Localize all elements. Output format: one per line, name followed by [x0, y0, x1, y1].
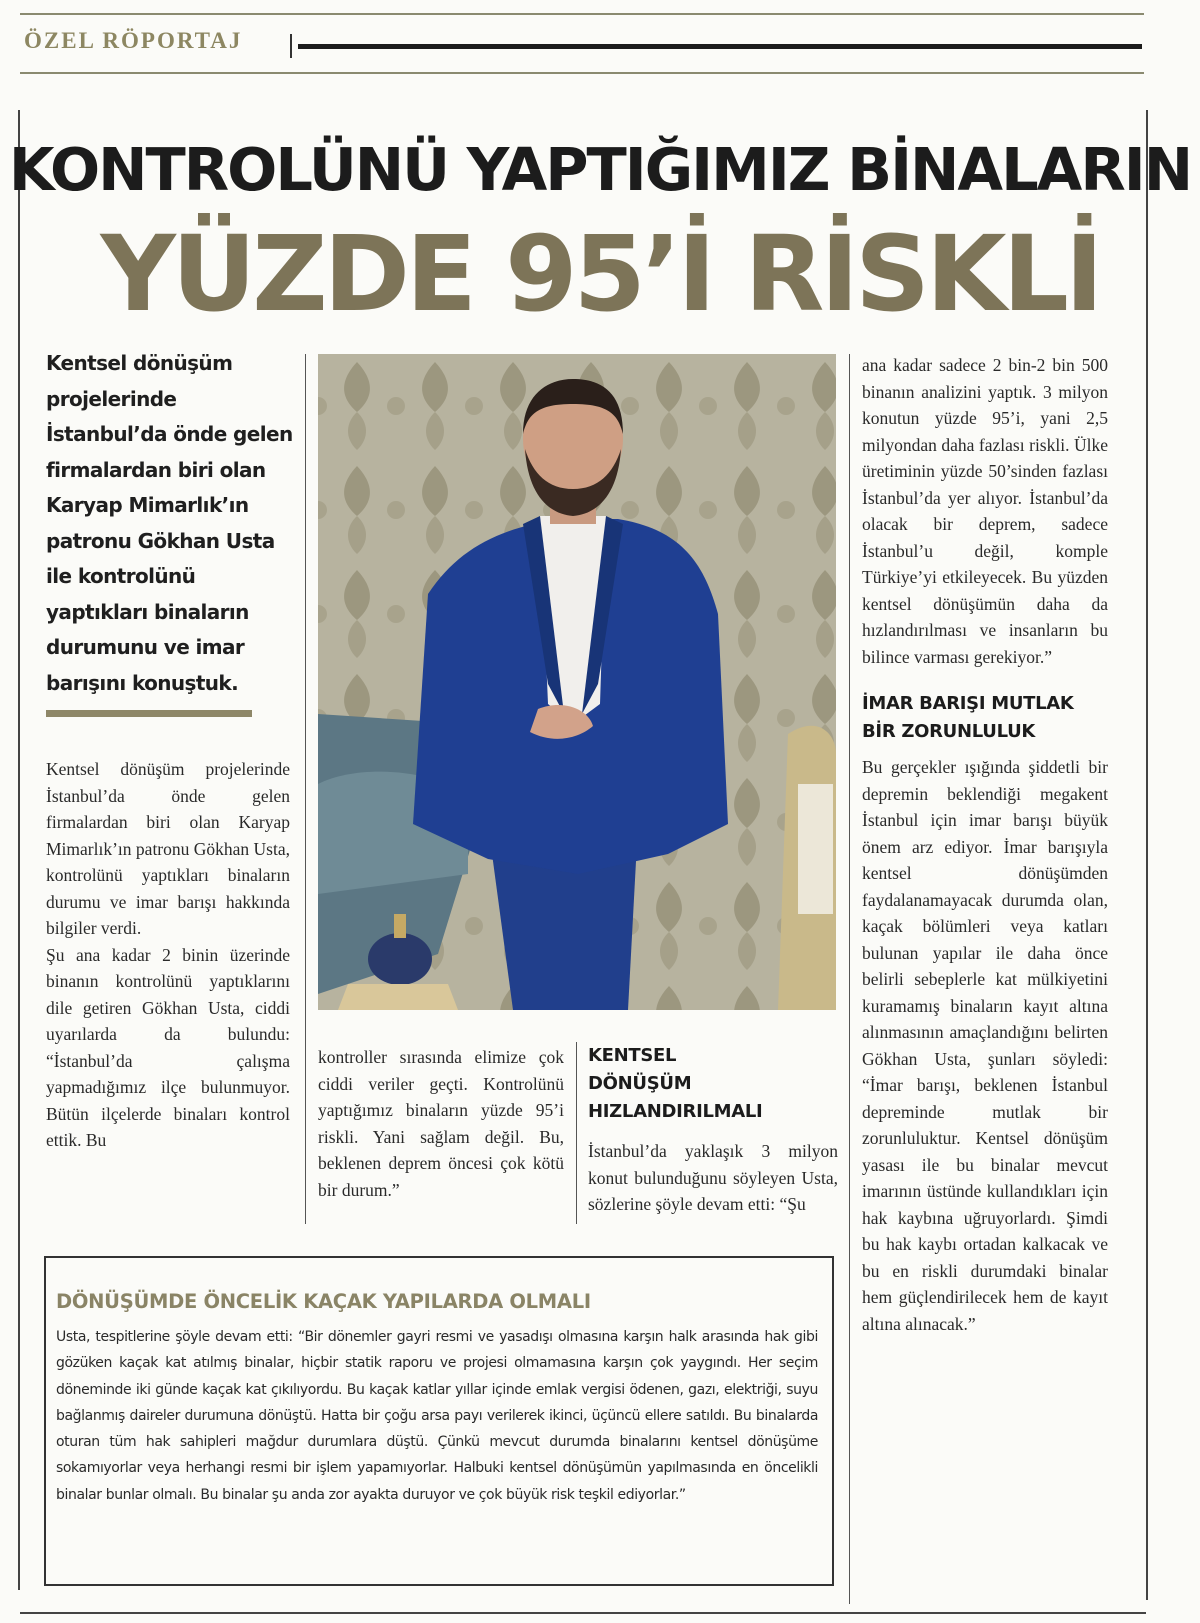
column-3-paragraph-1: İstanbul’da yaklaşık 3 milyon konut bulunduğunu söyleyen Usta, sözlerine şöyle devam etti: “Şu [588, 1141, 838, 1214]
header-bottom-rule [20, 72, 1144, 74]
portrait-photo [318, 354, 836, 1010]
lead-paragraph: Kentsel dönüşüm projelerinde İstanbul’da önde gelen firmalardan biri olan Karyap Mimarlık’ın patronu Gökhan Usta ile kontrolünü yaptıkları binaların durumunu ve imar barışını konuştuk. [46, 351, 293, 695]
column-4 [862, 352, 1108, 1337]
column-4-paragraph-1: ana kadar sadece 2 bin-2 bin 500 binanın analizini yaptık. 3 milyon konutun yüzde 95’i, yani 2,5 milyondan daha fazlası riskli. Ülke üretiminin yüzde 50’sinden fazlası İstanbul’da yer alıyor. İstanbul’da olacak bir deprem, sadece İstanbul’u değil, komple Türkiye’yi etkileyecek. Bu yüzden kentsel dönüşümün daha da hızlandırılması ve insanların bu bilince varması gerekiyor.” [862, 355, 1108, 667]
sidebar-box-text: Usta, tespitlerine şöyle devam etti: “Bir dönemler gayri resmi ve yasadışı olmasına karşın halk arasında hak gibi gözüken kaçak kat atılmış binalar, hiçbir statik raporu ve projesi olmamasına karşın çok yaygındı. Her seçim döneminde iki günde kaçak kat çıkılıyordu. Bu kaçak katlar yıllar içinde emlak vergisi ödenen, gazı, elektriği, suyu bağlanmış daireler durumuna dönüştü. Hatta bir çoğu arsa payı verilerek ikinci, üçüncü ellere satıldı. Bu binalarda oturan tüm hak sahipleri mağdur durumlara düştü. Çünkü mevcut durumda binalarını kentsel dönüşüme sokamıyorlar veya herhangi resmi bir işlem yapamıyorlar. Halbuki kentsel dönüşümün yapılmasında en öncelikli binalar bunlar olmalı. Bu binalar şu anda zor ayakta duruyor ve çok büyük risk teşkil ediyorlar.” [56, 1329, 818, 1503]
column-3-subhead: KENTSEL DÖNÜŞÜM HIZLANDIRILMALI [588, 1045, 763, 1122]
column-1 [46, 756, 290, 1154]
lead-accent-bar [46, 710, 252, 717]
column-divider-3 [849, 354, 850, 1604]
column-divider-1 [305, 354, 306, 1224]
sidebar-box-title: DÖNÜŞÜMDE ÖNCELİK KAÇAK YAPILARDA OLMALI [56, 1290, 591, 1313]
column-divider-2 [576, 1042, 577, 1224]
column-3 [588, 1042, 838, 1218]
column-4-subhead: İMAR BARIŞI MUTLAK BİR ZORUNLULUK [862, 693, 1074, 742]
header-rule [298, 44, 1142, 49]
headline-line-1: KONTROLÜNÜ YAPTIĞIMIZ BİNALARIN [8, 135, 1192, 204]
column-2-paragraph-1: kontroller sırasında elimize çok ciddi veriler geçti. Kontrolünü yaptığımız binaların yüzde 95’i riskli. Yani sağlam değil. Bu, beklenen deprem öncesi çok kötü bir durum.” [318, 1047, 564, 1200]
column-4-paragraph-2: Bu gerçekler ışığında şiddetli bir depremin beklendiği megakent İstanbul için imar barışı büyük önem arz ediyor. İmar barışıyla kentsel dönüşümden faydalanamayacak durumda olan, kaçak bölümleri veya katları bulunan yapılar ile daha önce belirli sebeplerle kat mülkiyetini kuramamış binaların kayıt altına alınmasının amaçlandığını belirten Gökhan Usta, şunları söyledi: “İmar barışı, beklenen İstanbul depreminde mutlak bir zorunluluktur. Kentsel dönüşüm yasası ile bu binalar mevcut imarının üstünde kullandıkları için hak kaybına uğruyorlardı. Şimdi bu hak kaybı ortadan kalkacak ve bu en riskli durumdaki binalar hem güçlendirilecek hem de kayıt altına alınacak.” [862, 757, 1108, 1334]
column-1-paragraph-1: Kentsel dönüşüm projelerinde İstanbul’da önde gelen firmalardan biri olan Karyap Mimarlık’ın patronu Gökhan Usta, kontrolünü yaptıkları binaların durumu ve imar barışı hakkında bilgiler verdi. [46, 759, 290, 938]
top-rule [20, 13, 1144, 15]
column-2 [318, 1044, 564, 1203]
section-label: ÖZEL RÖPORTAJ [24, 28, 243, 53]
bottom-rule [20, 1612, 1146, 1614]
headline-line-2: YÜZDE 95’İ RİSKLİ [100, 213, 1100, 335]
header-divider-tick [290, 34, 292, 58]
column-1-paragraph-2: Şu ana kadar 2 binin üzerinde binanın kontrolünü yaptıklarını dile getiren Gökhan Usta, ciddi uyarılarda da bulundu: “İstanbul’da çalışma yapmadığımız ilçe bulunmuyor. Bütün ilçelerde binaları kontrol ettik. Bu [46, 944, 290, 1150]
